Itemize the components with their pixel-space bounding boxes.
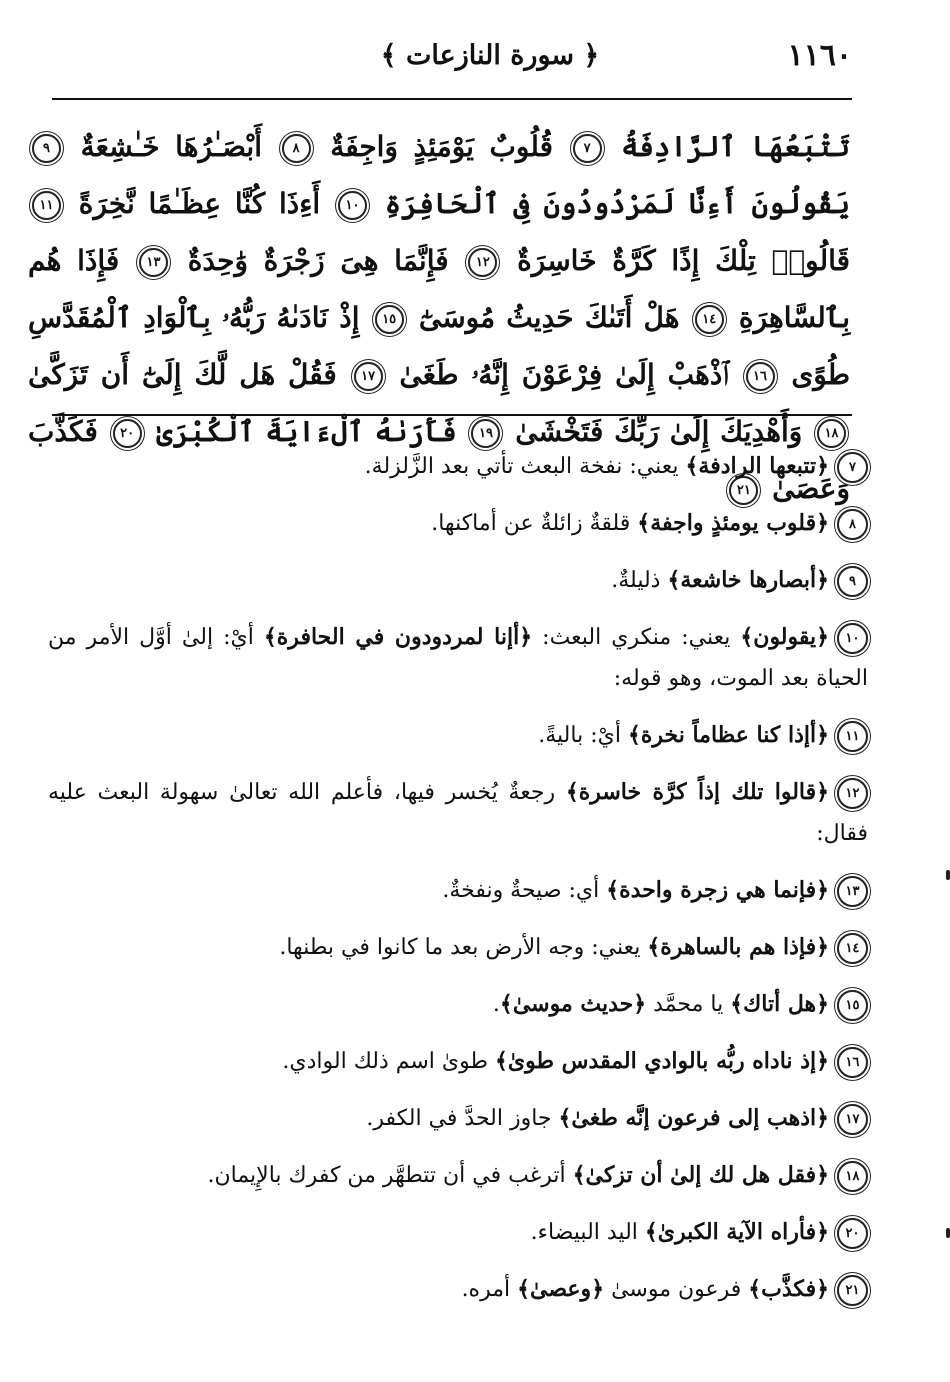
quote-bracket: ﴿ (816, 510, 829, 536)
commentary-text: جاوز الحدَّ في الكفر. (366, 1106, 559, 1131)
ayah-text: فَإِذَا هُم بِٱلسَّاهِرَةِ (28, 244, 851, 334)
verse-number-marker: ٨ (837, 509, 868, 540)
quoted-verse: فقل هل لك إلىٰ أن تزكىٰ (585, 1162, 817, 1188)
ayah-text: فَإِنَّمَا هِىَ زَجْرَةٌ وَٰحِدَةٌ (187, 244, 449, 277)
tafsir-entry (48, 503, 868, 544)
ayah-number-marker: ١٩ (471, 419, 500, 448)
commentary-text: قلقةٌ زائلةٌ عن أماكنها. (431, 511, 638, 536)
quote-bracket: ﴿ (519, 624, 533, 650)
ayah-number-marker: ٨ (282, 134, 311, 163)
quote-bracket: ﴾ (667, 567, 681, 593)
commentary-text: ذليلةٌ. (611, 568, 668, 593)
quote-bracket: ﴾ (495, 1048, 508, 1074)
quote-bracket: ﴿ (816, 722, 829, 748)
verse-number-marker: ١٠ (837, 623, 868, 654)
ayah-number-marker: ٢١ (729, 476, 758, 505)
commentary-text: اليد البيضاء. (530, 1220, 645, 1245)
quote-bracket: ﴿ (816, 779, 830, 805)
quote-bracket: ﴾ (517, 1276, 531, 1302)
ayah-text: فَأَرَىٰهُ ٱلْءَايَةَ ٱلْكُبْرَىٰ (156, 415, 457, 448)
ayah-number-marker: ١٨ (817, 419, 846, 448)
top-divider (52, 98, 852, 100)
ayah-text: يَقُولُونَ أَءِنَّا لَمَرْدُودُونَ فِى ٱلْحَافِرَةِ (384, 187, 851, 220)
quote-bracket: ﴾ (565, 779, 579, 805)
quoted-verse: فإنما هي زجرة واحدة (619, 877, 817, 903)
quote-bracket: ﴿ (816, 453, 829, 479)
ayah-number-marker: ١٠ (338, 191, 367, 220)
quoted-verse: أإنا لمردودون في الحافرة (276, 624, 520, 650)
commentary-text: أترغب في أن تتطهَّر من كفرك بالإِيمان. (207, 1163, 573, 1188)
tafsir-entry (48, 1269, 868, 1310)
verse-number-marker: ١٨ (837, 1161, 868, 1192)
tafsir-entry (48, 1212, 868, 1253)
page-number: ١١٦٠ (787, 38, 852, 73)
quote-bracket: ﴿ (816, 877, 829, 903)
quote-bracket: ﴿ (816, 1105, 829, 1131)
commentary-text: أيْ: باليةً. (538, 723, 628, 748)
verse-number-marker: ٢٠ (837, 1218, 868, 1249)
ayah-number-marker: ١٤ (695, 305, 724, 334)
commentary-text: يعني: وجه الأرض بعد ما كانوا في بطنها. (279, 935, 648, 960)
commentary-text: . (492, 992, 500, 1017)
ayah-number-marker: ١٦ (746, 362, 775, 391)
quote-bracket: ﴾ (637, 510, 651, 536)
quoted-verse: وعصىٰ (530, 1276, 592, 1302)
quote-bracket: ﴾ (572, 1162, 586, 1188)
commentary-text: يعني: نفخة البعث تأتي بعد الزَّلزلة. (364, 454, 686, 479)
tafsir-entry (48, 560, 868, 601)
ayah-text: أَبْصَـٰرُهَا خَـٰشِعَةٌ (80, 130, 262, 163)
quote-bracket: ﴾ (627, 722, 641, 748)
tafsir-entry (48, 984, 868, 1025)
quote-bracket: ﴾ (647, 934, 661, 960)
verse-number-marker: ١٧ (837, 1104, 868, 1135)
ayah-text: فَكَذَّبَ وَعَصَىٰ (28, 415, 850, 505)
ayah-text: ٱذْهَبْ إِلَىٰ فِرْعَوْنَ إِنَّهُۥ طَغَىٰ (399, 358, 729, 391)
page-edge-mark (946, 1228, 950, 1238)
quoted-verse: قلوب يومئذٍ واجفة (650, 510, 817, 536)
quoted-verse: فكذَّب (761, 1276, 817, 1302)
ayah-text: إِذْ نَادَىٰهُ رَبُّهُۥ بِٱلْوَادِ ٱلْمُقَدَّسِ طُوًى (28, 301, 851, 391)
quoted-verse: هل أتاك (743, 991, 817, 1017)
quoted-verse: أإذا كنا عظاماً نخرة (640, 722, 817, 748)
ayah-number-marker: ٩ (32, 134, 61, 163)
tafsir-entry (48, 870, 868, 911)
quoted-verse: تتبعها الرادفة (698, 453, 817, 479)
commentary-text: يعني: منكري البعث: (532, 625, 741, 650)
page-header (50, 30, 852, 82)
tafsir-entry (48, 617, 868, 699)
verse-number-marker: ١١ (837, 721, 868, 752)
ayah-number-marker: ٧ (573, 134, 602, 163)
quote-bracket: ﴿ (816, 1219, 829, 1245)
quote-bracket: ﴾ (606, 877, 620, 903)
verse-number-marker: ١٤ (837, 933, 868, 964)
commentary-text: يا محمَّد (646, 992, 731, 1017)
ayah-text: أَءِذَا كُنَّا عِظَـٰمًا نَّخِرَةً (78, 187, 321, 220)
quoted-verse: إذ ناداه ربُّه بالوادي المقدس طوىٰ (507, 1048, 817, 1074)
quoted-verse: فإذا هم بالساهرة (660, 934, 817, 960)
quoted-verse: فأراه الآية الكبرىٰ (657, 1219, 817, 1245)
ayah-text: قَالُوا۟ تِلْكَ إِذًا كَرَّةٌ خَاسِرَةٌ (517, 244, 851, 277)
quote-bracket: ﴾ (644, 1219, 658, 1245)
quoted-verse: أبصارها خاشعة (680, 567, 817, 593)
ayah-number-marker: ١٣ (139, 248, 168, 277)
quote-bracket: ﴿ (591, 1276, 605, 1302)
tafsir-entry (48, 446, 868, 487)
ayah-text: هَلْ أَتَىٰكَ حَدِيثُ مُوسَىٰٓ (418, 301, 680, 334)
commentary-text: رجعةٌ يُخسر فيها، فأعلم الله تعالىٰ سهولة البعث عليه فقال: (48, 780, 868, 846)
quote-bracket: ﴿ (816, 1276, 829, 1302)
tafsir-entry (48, 1155, 868, 1196)
quoted-verse: يقولون (753, 624, 817, 650)
verse-number-marker: ١٢ (837, 778, 868, 809)
verse-number-marker: ١٦ (837, 1047, 868, 1078)
quote-bracket: ﴿ (816, 991, 829, 1017)
commentary-text: طوىٰ اسم ذلك الوادي. (282, 1049, 496, 1074)
quote-bracket: ﴿ (816, 1162, 829, 1188)
surah-title: ﴿ سورة النازعات ﴾ (380, 40, 600, 71)
quote-bracket: ﴾ (263, 624, 277, 650)
tafsir-entry (48, 1041, 868, 1082)
tafsir-block (48, 446, 868, 1326)
quoted-verse: حديث موسىٰ (512, 991, 634, 1017)
commentary-text: أيْ: إلىٰ أوَّل الأمر من الحياة بعد الموت، وهو قوله: (48, 625, 868, 691)
quote-bracket: ﴿ (816, 1048, 829, 1074)
quote-bracket: ﴿ (633, 991, 647, 1017)
ayah-number-marker: ٢٠ (113, 419, 142, 448)
quote-bracket: ﴾ (748, 1276, 762, 1302)
quote-bracket: ﴿ (816, 567, 829, 593)
ayah-text: وَأَهْدِيَكَ إِلَىٰ رَبِّكَ فَتَخْشَىٰ (515, 415, 803, 448)
ayah-text: فَقُلْ هَل لَّكَ إِلَىٰٓ أَن تَزَكَّىٰ (28, 358, 337, 391)
verse-number-marker: ٧ (837, 452, 868, 483)
page-edge-mark (946, 870, 950, 880)
verse-number-marker: ١٣ (837, 876, 868, 907)
quote-bracket: ﴾ (499, 991, 513, 1017)
ayah-number-marker: ١٢ (468, 248, 497, 277)
tafsir-entry (48, 772, 868, 854)
verse-number-marker: ٢١ (837, 1275, 868, 1306)
quoted-verse: قالوا تلك إذاً كرَّة خاسرة (578, 779, 817, 805)
quote-bracket: ﴾ (558, 1105, 572, 1131)
ayah-text: قُلُوبٌ يَوْمَئِذٍ وَاجِفَةٌ (330, 130, 554, 163)
ayah-number-marker: ١٧ (354, 362, 383, 391)
ayah-number-marker: ١١ (32, 191, 61, 220)
ayah-number-marker: ١٥ (375, 305, 404, 334)
quote-bracket: ﴿ (816, 934, 829, 960)
verse-number-marker: ٩ (837, 566, 868, 597)
quote-bracket: ﴾ (740, 624, 754, 650)
quote-bracket: ﴾ (730, 991, 744, 1017)
commentary-text: أي: صيحةٌ ونفخةٌ. (442, 878, 607, 903)
commentary-text: أمره. (461, 1277, 518, 1302)
quoted-verse: اذهب إلى فرعون إنَّه طغىٰ (571, 1105, 817, 1131)
tafsir-entry (48, 715, 868, 756)
ayah-text: تَتْبَعُهَا ٱلرَّادِفَةُ (621, 130, 851, 163)
verse-number-marker: ١٥ (837, 990, 868, 1021)
tafsir-entry (48, 1098, 868, 1139)
quote-bracket: ﴿ (816, 624, 830, 650)
commentary-text: فرعون موسىٰ (604, 1277, 749, 1302)
tafsir-entry (48, 927, 868, 968)
quote-bracket: ﴾ (685, 453, 699, 479)
middle-divider (52, 414, 852, 416)
